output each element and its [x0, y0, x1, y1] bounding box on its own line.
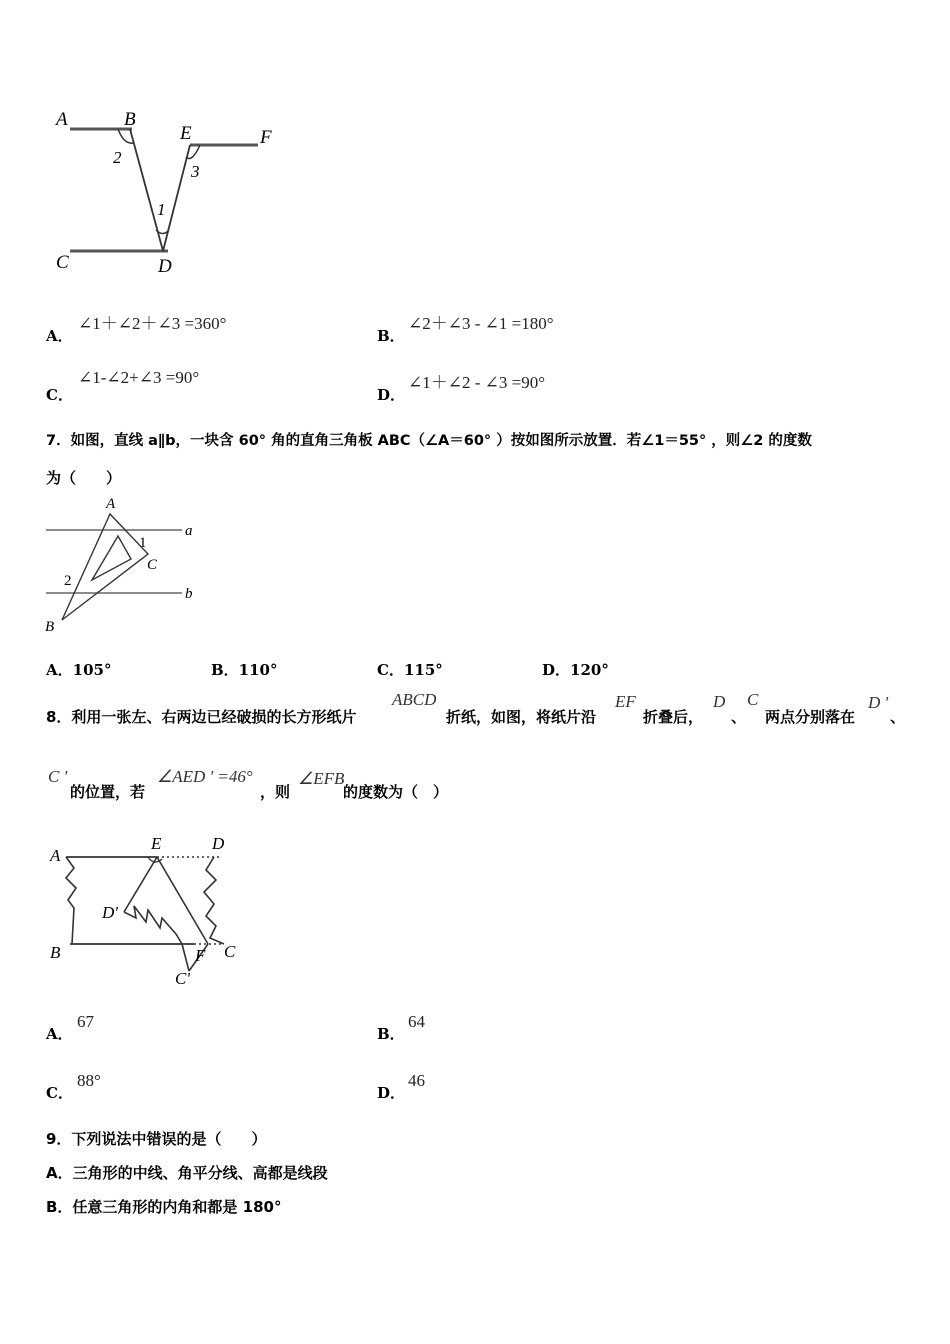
q6-option-b-expr: ∠2＋∠3 - ∠1 =180° — [408, 314, 554, 333]
label-angle-2: 2 — [113, 148, 122, 167]
q6-option-a-expr: ∠1＋∠2＋∠3 =360° — [78, 314, 227, 333]
label-E: E — [151, 834, 162, 853]
q6-option-b-label: B． — [377, 327, 405, 345]
q8-math-dprime: D ' — [868, 693, 889, 712]
q8-math-cprime: C ' — [48, 767, 68, 786]
q8-option-b-label: B． — [377, 1025, 405, 1043]
q6-option-d-expr: ∠1＋∠2 - ∠3 =90° — [408, 373, 546, 392]
label-a: a — [185, 523, 193, 539]
q8-math-abcd: ABCD — [392, 690, 437, 709]
q8-option-a-label: A． — [46, 1025, 73, 1043]
label-B: B — [50, 943, 61, 962]
q7-stem-line1: 7．如图，直线 a∥b，一块含 60° 角的直角三角板 ABC（∠A＝60° ）按如图所示放置．若∠1＝55° ，则∠2 的度数 — [46, 433, 812, 449]
q7-option-b: B．110° — [211, 661, 278, 679]
label-angle-2: 2 — [64, 573, 72, 589]
label-A: A — [50, 846, 61, 865]
label-C-prime: C' — [175, 969, 190, 988]
label-E: E — [180, 123, 192, 144]
q6-option-c-label: C． — [46, 386, 73, 404]
label-angle-3: 3 — [191, 162, 200, 181]
q8-option-a-value: 67 — [77, 1012, 94, 1031]
q6-option-a-label: A． — [46, 327, 73, 345]
label-B: B — [124, 109, 136, 130]
q8-text-sep2: 、 — [890, 708, 906, 726]
label-angle-1: 1 — [139, 535, 147, 551]
q9-option-b: B．任意三角形的内角和都是 180° — [46, 1198, 282, 1216]
label-F: F — [260, 127, 272, 148]
label-B: B — [45, 619, 55, 635]
q8-option-c-label: C． — [46, 1084, 73, 1102]
figure-parallel-lines-angles — [50, 105, 290, 280]
q8-text-3: 折叠后， — [643, 708, 704, 726]
label-C: C — [224, 942, 236, 961]
q7-option-d: D．120° — [542, 661, 609, 679]
q8-text-sep: 、 — [731, 708, 747, 726]
label-A: A — [56, 109, 68, 130]
q6-option-d-label: D． — [377, 386, 406, 404]
q9-option-a: A．三角形的中线、角平分线、高都是线段 — [46, 1164, 328, 1182]
q8-option-c-value: 88° — [77, 1071, 101, 1090]
label-angle-1: 1 — [157, 200, 166, 219]
q8-option-d-value: 46 — [408, 1071, 425, 1090]
label-C: C — [56, 252, 69, 273]
label-F: F — [195, 946, 206, 965]
q7-option-c: C．115° — [377, 661, 443, 679]
figure-triangle-parallel-lines — [40, 492, 210, 637]
q8-text-4: 两点分别落在 — [765, 708, 856, 726]
q8-text-6: ，则 — [260, 783, 291, 801]
q8-math-efb: ∠EFB — [298, 769, 345, 788]
q8-math-c: C — [747, 690, 759, 709]
q8-text-2: 折纸，如图，将纸片沿 — [446, 708, 597, 726]
q9-stem: 9．下列说法中错误的是（ ） — [46, 1130, 267, 1148]
q8-text-1: 8．利用一张左、右两边已经破损的长方形纸片 — [46, 708, 357, 726]
label-D-prime: D' — [102, 903, 118, 922]
label-C: C — [147, 557, 158, 573]
q7-stem-line2: 为（ ） — [46, 469, 122, 487]
label-D: D — [212, 834, 225, 853]
q8-math-d: D — [713, 692, 726, 711]
label-A: A — [106, 496, 116, 512]
q8-math-angle: ∠AED ' =46° — [157, 767, 253, 786]
label-D: D — [158, 256, 172, 277]
q7-option-a: A．105° — [46, 661, 112, 679]
figure-folded-rectangle — [44, 828, 244, 993]
q6-option-c-expr: ∠1-∠2+∠3 =90° — [78, 368, 200, 387]
label-b: b — [185, 586, 193, 602]
q8-text-5: 的位置，若 — [70, 783, 146, 801]
q8-text-7: 的度数为（ ） — [343, 783, 449, 801]
q8-option-b-value: 64 — [408, 1012, 425, 1031]
q8-option-d-label: D． — [377, 1084, 406, 1102]
q8-math-ef: EF — [615, 692, 636, 711]
